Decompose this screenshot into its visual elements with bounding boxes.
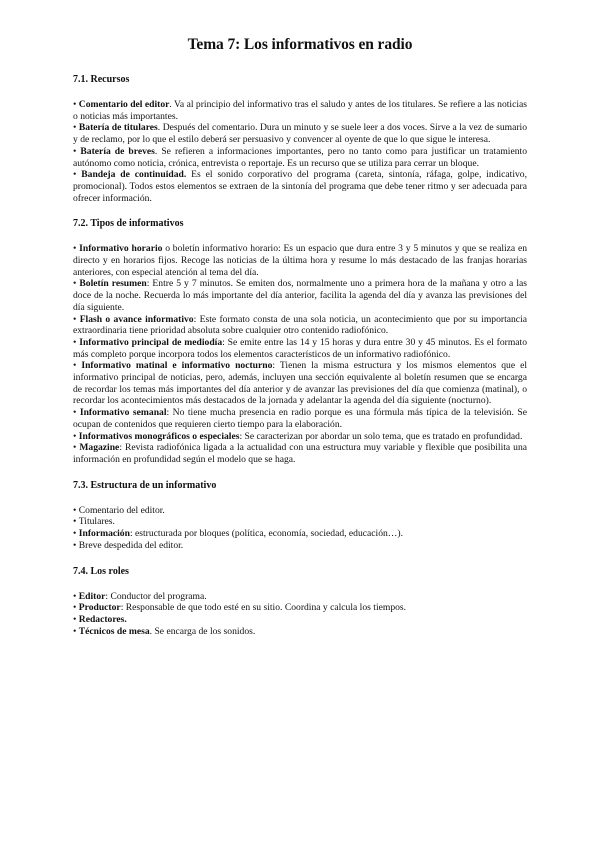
list-item: [73, 122, 527, 145]
list-item: [73, 505, 527, 517]
list-item: [73, 278, 527, 313]
item-text: : Se caracterizan por abordar un solo tema, que es tratado en profundidad.: [239, 430, 523, 442]
item-text: Titulares.: [78, 516, 115, 528]
list-item: [73, 407, 527, 430]
list-item: [73, 99, 527, 122]
list-item: [73, 169, 527, 204]
list-item: [73, 431, 527, 443]
item-term: Comentario del editor: [78, 99, 170, 110]
item-term: Boletín resumen: [79, 278, 147, 290]
item-text: : Responsable de que todo esté en su sitio. Coordina y calcula los tiempos.: [120, 602, 407, 614]
item-term: Batería de titulares: [78, 122, 158, 134]
list-item: [73, 516, 527, 528]
item-text: : estructurada por bloques (política, economía, sociedad, educación…).: [129, 528, 403, 540]
item-text: : Conductor del programa.: [105, 590, 207, 602]
item-term: Redactores.: [78, 613, 127, 625]
item-term: Editor: [78, 590, 106, 602]
item-text: : Este formato consta de una sola noticia, un acontecimiento que por su importancia extraordinaria tiene prioridad absoluta sobre cualquier otro contenido radiofónico.: [73, 313, 527, 337]
section-heading: 7.4. Los roles: [73, 565, 129, 577]
list-item: [73, 528, 527, 540]
item-term: Técnicos de mesa: [78, 625, 150, 637]
section-heading: 7.1. Recursos: [73, 74, 130, 85]
sections-container: [73, 74, 527, 637]
section-heading: 7.2. Tipos de informativos: [73, 218, 184, 230]
section: [73, 480, 527, 552]
item-text: : Entre 5 y 7 minutos. Se emiten dos, normalmente uno a primera hora de la mañana y otro a las doce de la noche. Recuerda lo más importante del día anterior, facilita la agenda del día y avanza las previsiones del día siguiente.: [73, 278, 527, 313]
list-item: [73, 314, 527, 337]
section: [73, 566, 527, 638]
item-text: : No tiene mucha presencia en radio porque es una fórmula más típica de la televisión. Se ocupan de contenidos que requieren cierto tiempo para la elaboración.: [73, 407, 527, 430]
bullet-list: [73, 243, 527, 465]
item-term: Informativo horario: [79, 243, 163, 255]
bullet-list: [73, 505, 527, 552]
item-text: Breve despedida del editor.: [78, 539, 184, 551]
section: [73, 74, 527, 204]
item-term: Magazine: [79, 442, 120, 454]
item-text: o boletín informativo horario: Es un espacio que dura entre 3 y 5 minutos y que se realiza en directo y en horarios fijos. Recoge las noticias de la última hora y resume lo más destacado de las franjas horarias anteriores, con especial atención al tema del día.: [73, 243, 528, 278]
item-text: : Tienen la misma estructura y los mismos elementos que el informativo principal de noticias, pero, además, incluyen una sección equivalente al boletín resumen que se encarga de recordar los temas más importantes del día anterior y de avanzar las previsiones del día que comienza (matinal), o recordar los acontecimientos más destacados de la jornada y adelantar la agenda del día siguiente (nocturno).: [73, 360, 527, 407]
document-title: Tema 7: Los informativos en radio: [187, 36, 413, 53]
item-term: Información: [78, 528, 130, 540]
section-heading: 7.3. Estructura de un informativo: [73, 479, 217, 491]
list-item: [73, 540, 527, 552]
item-text: Es el sonido corporativo del programa (careta, sintonía, ráfaga, golpe, indicativo, promocional). Todos estos elementos se extraen de la sintonía del programa que debe tener ritmo y ser adecuada para ofrecer información.: [73, 169, 527, 204]
list-item: [73, 442, 527, 465]
item-term: Productor: [78, 602, 121, 614]
item-text: . Después del comentario. Dura un minuto y se suele leer a dos voces. Sirve a la vez de sumario y de reclamo, por lo que el estilo deberá ser persuasivo y convencer al oyente de que lo que sigue le interesa.: [73, 122, 527, 146]
list-item: [73, 243, 527, 278]
section: [73, 218, 527, 465]
item-term: Batería de breves: [80, 145, 155, 157]
list-item: [73, 146, 527, 169]
item-term: Informativo principal de mediodía: [79, 336, 223, 348]
item-text: Comentario del editor.: [78, 504, 165, 516]
list-item: [73, 360, 527, 407]
list-item: [73, 626, 527, 638]
item-term: Informativo semanal: [79, 407, 167, 419]
list-item: [73, 337, 527, 360]
bullet-list: [73, 99, 527, 204]
item-term: Bandeja de continuidad.: [81, 169, 187, 181]
item-term: Flash o avance informativo: [79, 313, 194, 325]
document-page: [73, 36, 527, 651]
list-item: [73, 602, 527, 614]
item-term: Informativo matinal e informativo nocturno: [81, 360, 273, 372]
item-text: : Se emite entre las 14 y 15 horas y dura entre 30 y 45 minutos. Es el formato más completo porque incorpora todos los elementos característicos de un informativo radiofónico.: [73, 336, 528, 360]
item-text: : Revista radiofónica ligada a la actualidad con una estructura muy variable y flexible que posibilita una información en profundidad según el modelo que se haga.: [73, 442, 528, 465]
list-item: [73, 591, 527, 603]
list-item: [73, 614, 527, 626]
item-text: . Va al principio del informativo tras el saludo y antes de los titulares. Se refiere a las noticias o noticias más importantes.: [73, 99, 527, 122]
item-text: . Se refieren a informaciones importantes, pero no tanto como para justificar un tratamiento autónomo como noticia, crónica, entrevista o reportaje. Es un recurso que se utiliza para cerrar un bloque.: [73, 145, 527, 169]
bullet-list: [73, 591, 527, 638]
item-term: Informativos monográficos o especiales: [78, 430, 240, 442]
item-text: . Se encarga de los sonidos.: [149, 625, 256, 637]
